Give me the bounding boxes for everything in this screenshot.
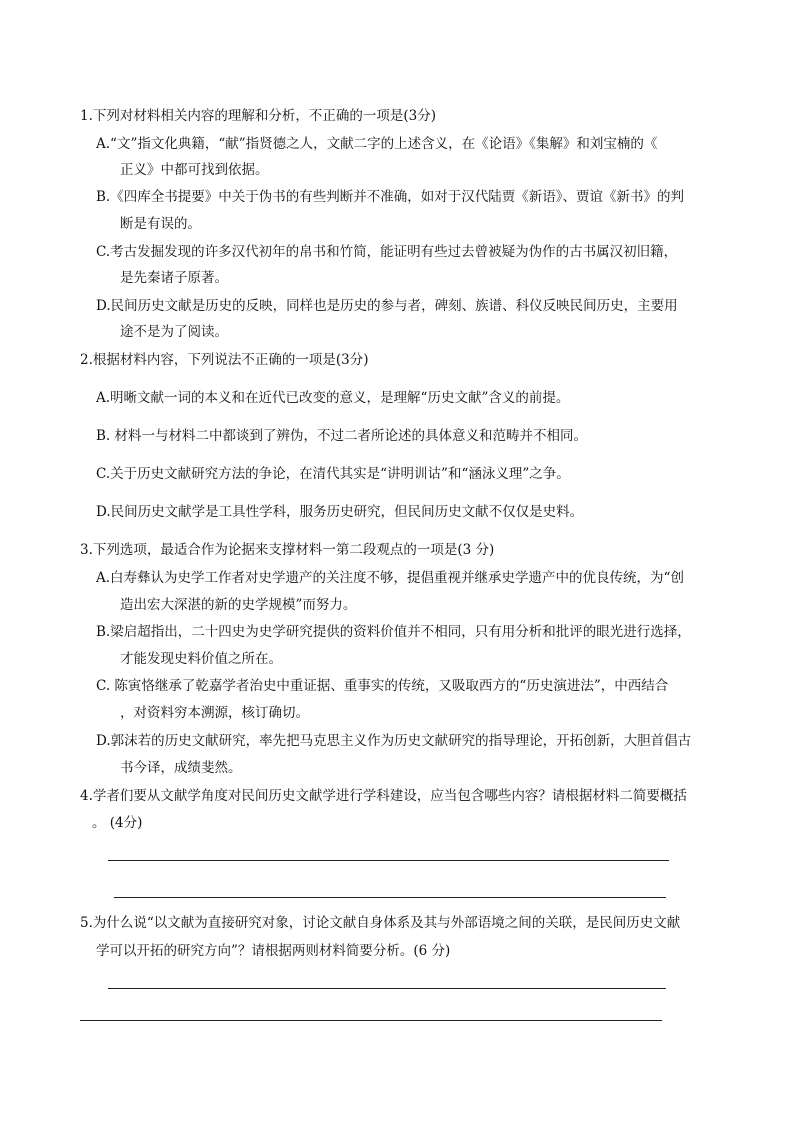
q5-answer-line-1[interactable]: [108, 988, 666, 989]
question-5-stem-line2: 学可以开拓的研究方向”？请根据两则材料简要分析。(6 分): [96, 943, 451, 959]
q1-option-c-line1: C.考古发掘发现的许多汉代初年的帛书和竹简，能证明有些过去曾被疑为伪作的古书属汉初旧籍，: [96, 244, 678, 260]
q4-answer-line-2[interactable]: [114, 897, 666, 898]
q1-option-c-line2: 是先秦诸子原著。: [120, 270, 228, 286]
q3-option-d-line1: D.郭沫若的历史文献研究，率先把马克思主义作为历史文献研究的指导理论，开拓创新，大胆首倡古: [96, 733, 692, 749]
q4-answer-line-1[interactable]: [108, 860, 669, 861]
q1-option-d-line2: 途不是为了阅读。: [120, 324, 228, 340]
q3-option-c-line1: C. 陈寅恪继承了乾嘉学者治史中重证据、重事实的传统，又吸取西方的“历史演进法”，中西结合: [96, 678, 669, 694]
q3-option-b-line1: B.梁启超指出，二十四史为史学研究提供的资料价值并不相同，只有用分析和批评的眼光进行选择，: [96, 624, 691, 640]
question-4-stem-line1: 4.学者们要从文献学角度对民间历史文献学进行学科建设，应当包含哪些内容？请根据材料二简要概括: [80, 788, 687, 804]
q2-option-b: B. 材料一与材料二中都谈到了辨伪，不过二者所论述的具体意义和范畴并不相同。: [96, 428, 588, 444]
q3-option-d-line2: 书今译，成绩斐然。: [120, 760, 242, 776]
q1-option-b-line1: B.《四库全书提要》中关于伪书的有些判断并不准确，如对于汉代陆贾《新语》、贾谊《新书》的判: [96, 189, 684, 205]
q3-option-a-line2: 造出宏大深湛的新的史学规模”而努力。: [120, 597, 357, 613]
question-3-stem: 3.下列选项，最适合作为论据来支撑材料一第二段观点的一项是(3 分): [80, 542, 495, 558]
q3-option-c-line2: ，对资料穷本溯源，核订确切。: [120, 705, 309, 721]
q1-option-a-line2: 正义》中都可找到依据。: [120, 162, 269, 178]
q3-option-b-line2: 才能发现史料价值之所在。: [120, 651, 282, 667]
q5-answer-line-2[interactable]: [80, 1020, 662, 1021]
question-5-stem-line1: 5.为什么说“以文献为直接研究对象，讨论文献自身体系及其与外部语境之间的关联，是民间历史文献: [80, 915, 681, 931]
q1-option-a-line1: A.“文”指文化典籍，“献”指贤德之人，文献二字的上述含义，在《论语》《集解》和刘宝楠的《: [96, 136, 658, 152]
q1-option-d-line1: D.民间历史文献是历史的反映，同样也是历史的参与者，碑刻、族谱、科仪反映民间历史，主要用: [96, 298, 678, 314]
question-1-stem: 1.下列对材料相关内容的理解和分析，不正确的一项是(3分): [80, 108, 437, 124]
q2-option-d: D.民间历史文献学是工具性学科，服务历史研究，但民间历史文献不仅仅是史料。: [96, 504, 584, 520]
question-4-stem-line2: 。 (4分): [92, 815, 143, 831]
question-2-stem: 2.根据材料内容，下列说法不正确的一项是(3分): [80, 352, 369, 368]
q2-option-a: A.明晰文献一词的本义和在近代已改变的意义，是理解“历史文献”含义的前提。: [96, 390, 570, 406]
q2-option-c: C.关于历史文献研究方法的争论，在清代其实是“讲明训诂”和“涵泳义理”之争。: [96, 466, 570, 482]
q3-option-a-line1: A.白寿彝认为史学工作者对史学遗产的关注度不够，提倡重视并继承史学遗产中的优良传统，为“创: [96, 570, 684, 586]
q1-option-b-line2: 断是有误的。: [120, 216, 201, 232]
